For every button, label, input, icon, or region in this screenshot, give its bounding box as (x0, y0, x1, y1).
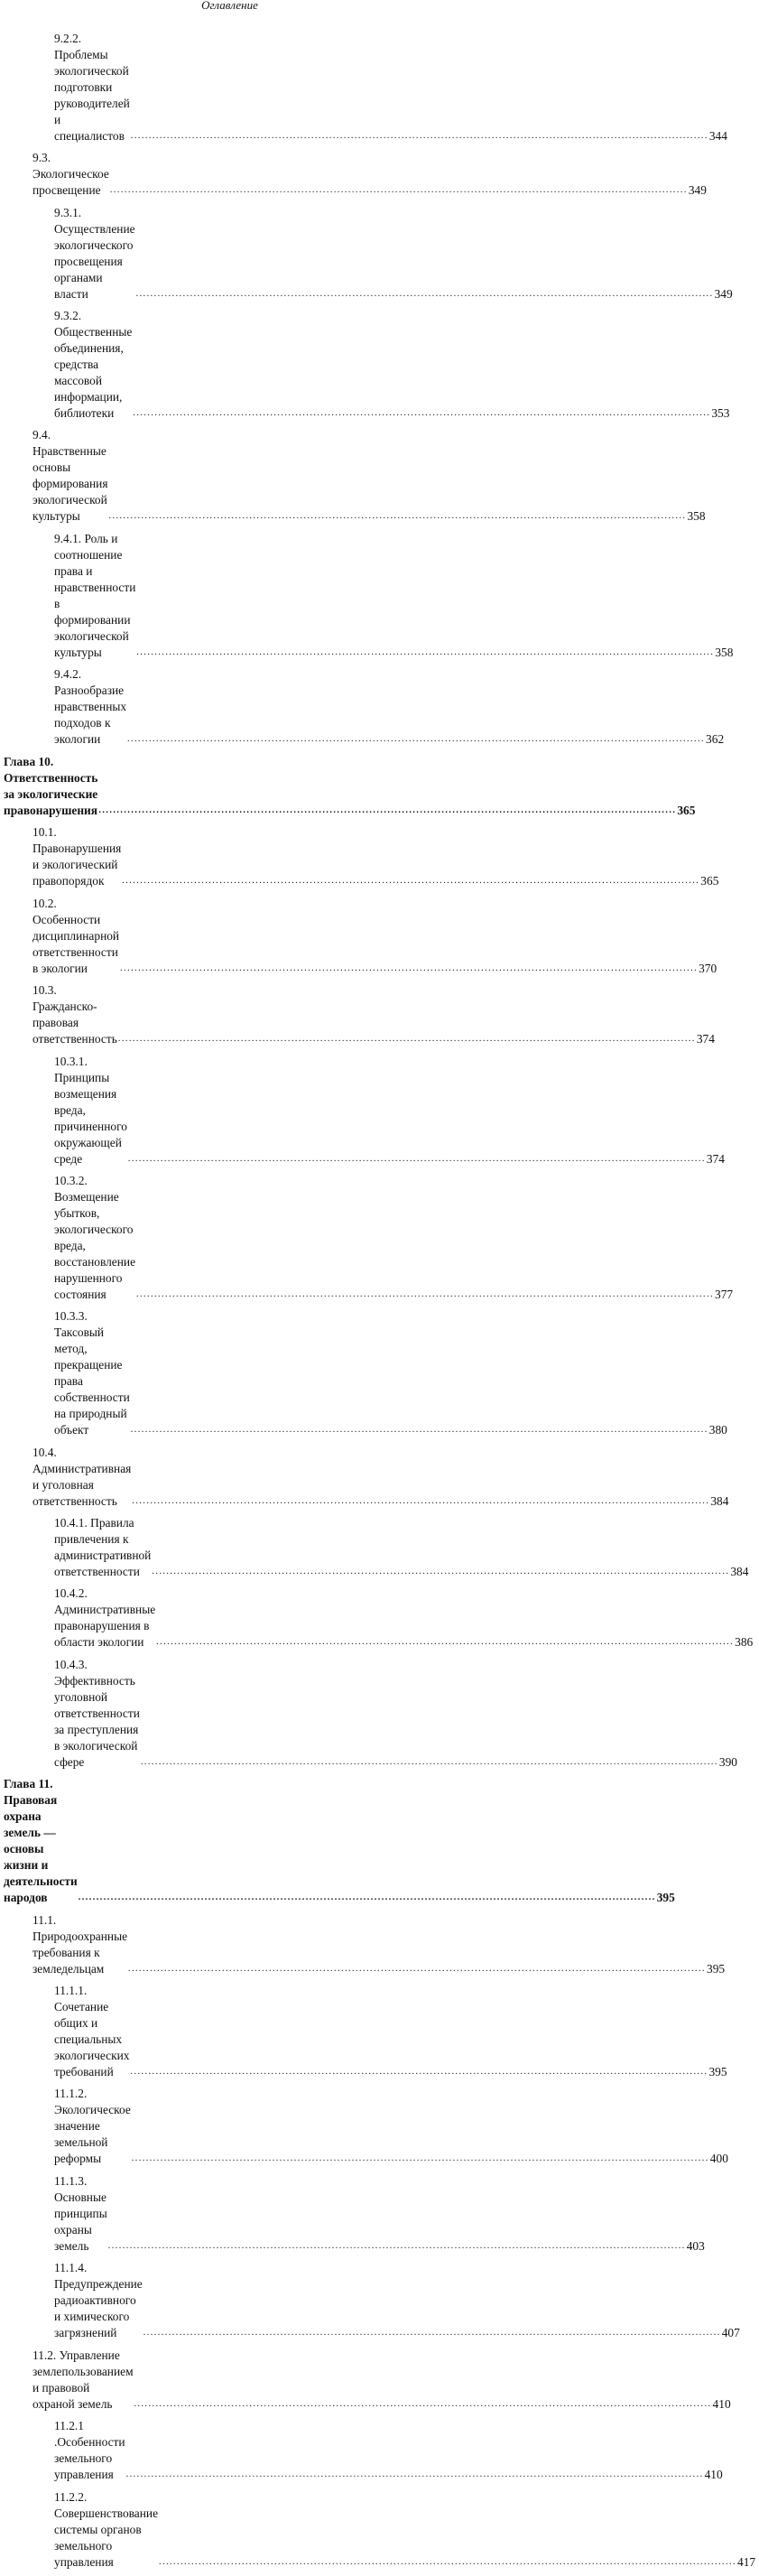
toc-entry (0, 2173, 705, 2255)
toc-dot-leader (134, 2400, 712, 2409)
toc-chapter-entry (0, 754, 696, 819)
toc-dot-leader (118, 1035, 696, 1044)
toc-entry (0, 1445, 729, 1510)
toc-entry-title: 10.3.3. Таксовый метод, прекращение права собственности на природный объект (54, 1309, 130, 1437)
toc-entry-title: 10.3. Гражданско-правовая ответственность (32, 983, 117, 1046)
toc-entry-page: 380 (708, 1423, 727, 1437)
toc-entry-page: 407 (721, 2326, 740, 2340)
page-header: Оглавление (201, 0, 258, 12)
toc-entry-page: 349 (714, 286, 733, 301)
toc-entry (0, 2260, 740, 2341)
toc-entry-title: 10.3.2. Возмещение убытков, экологического вреда, восстановление нарушенного состояния (54, 1173, 136, 1301)
toc-entry-page: 362 (706, 732, 725, 747)
toc-entry-page: 353 (711, 406, 730, 421)
toc-entry-page: 374 (706, 1151, 725, 1166)
toc-entry (0, 2418, 723, 2483)
toc-entry-title: 10.4.2. Административные правонарушения в области экологии (54, 1586, 156, 1650)
toc-entry (0, 1308, 727, 1438)
toc-entry (0, 982, 715, 1047)
toc-dot-leader (131, 1426, 708, 1435)
toc-entry-page: 395 (656, 1891, 675, 1905)
toc-dot-leader (159, 2558, 736, 2567)
toc-entry-page: 390 (718, 1754, 737, 1769)
toc-entry-title: 11.1. Природоохранные требования к земледельцам (32, 1912, 128, 1976)
toc-dot-leader (132, 2154, 709, 2163)
toc-dot-leader (136, 648, 714, 657)
toc-entry-title: 9.3.1. Осуществление экологического просвещения органами власти (54, 205, 135, 301)
toc-dot-leader (130, 2068, 708, 2077)
toc-dot-leader (108, 512, 686, 521)
toc-entry (0, 531, 734, 661)
toc-dot-leader (110, 186, 688, 195)
toc-entry-page: 410 (704, 2468, 723, 2482)
toc-entry-title: 11.1.1. Сочетание общих и специальных экологических требований (54, 1984, 130, 2079)
toc-entry-page: 386 (735, 1635, 754, 1650)
toc-entry-page: 417 (737, 2554, 756, 2569)
toc-entry-title: 11.1.2. Экологическое значение земельной реформы (54, 2087, 131, 2166)
toc-entry-title: Глава 11. Правовая охрана земель — основы жизни и деятельности народов (4, 1777, 78, 1905)
toc-entry-title: 9.4.2. Разнообразие нравственных подходов к экологии (54, 667, 127, 747)
toc-entry (0, 205, 733, 302)
toc-dot-leader (122, 877, 699, 886)
table-of-contents (0, 31, 756, 2576)
toc-entry (0, 1586, 754, 1651)
toc-entry (0, 1515, 749, 1580)
toc-entry-title: 11.1.4. Предупреждение радиоактивного и химического загрязнений (54, 2261, 143, 2340)
toc-entry (0, 1054, 725, 1167)
toc-entry-page: 395 (707, 1961, 726, 1976)
toc-entry (0, 1983, 727, 2080)
toc-entry-title: 9.4.1. Роль и соотношение права и нравственности в формировании экологической культуры (54, 531, 136, 659)
toc-entry-title: Глава 10. Ответственность за экологические правонарушения (4, 754, 98, 817)
toc-dot-leader (136, 290, 714, 299)
toc-entry (0, 1173, 734, 1303)
toc-entry-page: 374 (696, 1032, 715, 1046)
toc-entry-page: 365 (677, 803, 696, 817)
toc-entry-title: 10.4. Административная и уголовная ответственность (32, 1445, 132, 1508)
toc-entry-title: 11.2. Управление землепользованием и правовой охраной земель (32, 2348, 134, 2411)
toc-entry-title: 9.3. Экологическое просвещение (32, 151, 109, 198)
toc-entry-page: 384 (710, 1493, 729, 1508)
toc-dot-leader (108, 2242, 686, 2251)
toc-entry-title: 11.2.2. Совершенствование системы органов земельного управления (54, 2489, 159, 2569)
toc-entry-page: 384 (730, 1565, 749, 1579)
toc-entry-page: 370 (699, 961, 717, 975)
toc-dot-leader (120, 964, 698, 973)
toc-entry-page: 400 (709, 2152, 728, 2166)
toc-dot-leader (136, 1290, 714, 1299)
toc-dot-leader (128, 1965, 706, 1974)
toc-entry (0, 308, 730, 422)
toc-entry (0, 2086, 728, 2167)
toc-dot-leader (141, 1758, 718, 1767)
toc-entry (0, 2348, 731, 2413)
toc-chapter-entry (0, 1776, 675, 1906)
toc-entry-title: 10.4.3. Эффективность уголовной ответственности за преступления в экологической сфере (54, 1657, 140, 1769)
toc-dot-leader (79, 1893, 656, 1902)
toc-entry (0, 896, 717, 977)
toc-entry-title: 10.1. Правонарушения и экологический правопорядок (32, 825, 122, 888)
toc-entry (0, 824, 719, 889)
toc-entry-page: 358 (715, 645, 734, 659)
toc-dot-leader (126, 2470, 704, 2479)
toc-dot-leader (133, 409, 710, 418)
toc-entry-title: 11.2.1 .Особенности земельного управления (54, 2419, 125, 2482)
toc-entry (0, 1912, 726, 1977)
toc-entry-title: 11.1.3. Основные принципы охраны земель (54, 2173, 107, 2253)
toc-entry (0, 427, 706, 525)
toc-dot-leader (152, 1567, 729, 1576)
toc-dot-leader (131, 132, 708, 141)
toc-entry (0, 150, 707, 199)
toc-dot-leader (127, 735, 705, 744)
toc-dot-leader (156, 1638, 734, 1647)
toc-entry-title: 9.4. Нравственные основы формирования экологической культуры (32, 428, 108, 524)
toc-entry-page: 403 (686, 2238, 705, 2253)
toc-entry (0, 1657, 737, 1771)
toc-entry (0, 31, 727, 144)
toc-entry-title: 10.2. Особенности дисциплинарной ответственности в экологии (32, 896, 120, 975)
toc-entry-page: 358 (687, 509, 706, 524)
toc-entry-title: 9.3.2. Общественные объединения, средства массовой информации, библиотеки (54, 309, 133, 421)
toc-entry-page: 365 (700, 874, 719, 888)
toc-entry-page: 349 (688, 183, 707, 198)
toc-dot-leader (128, 1155, 706, 1164)
toc-entry-page: 410 (712, 2396, 731, 2411)
toc-entry-page: 344 (708, 129, 727, 143)
toc-dot-leader (98, 806, 676, 815)
toc-dot-leader (132, 1497, 709, 1506)
toc-entry-page: 377 (715, 1287, 734, 1301)
toc-entry (0, 666, 725, 748)
toc-entry-title: 9.2.2. Проблемы экологической подготовки руководителей и специалистов (54, 32, 130, 143)
toc-entry-page: 395 (708, 2065, 727, 2079)
toc-dot-leader (143, 2329, 721, 2338)
toc-entry (0, 2489, 756, 2571)
toc-entry-title: 10.3.1. Принципы возмещения вреда, причиненного окружающей среде (54, 1054, 127, 1166)
toc-entry-title: 10.4.1. Правила привлечения к административной ответственности (54, 1516, 152, 1579)
